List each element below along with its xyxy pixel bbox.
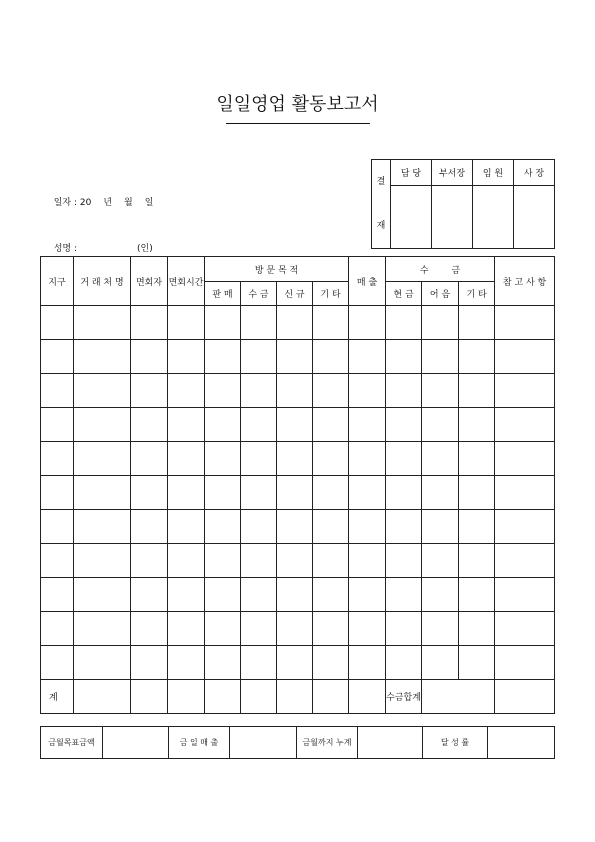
table-cell[interactable] bbox=[168, 374, 205, 408]
table-cell[interactable] bbox=[495, 306, 555, 340]
table-cell[interactable] bbox=[74, 612, 131, 646]
table-cell[interactable] bbox=[313, 374, 349, 408]
collection-total-label: 수금합계 bbox=[386, 680, 422, 714]
table-cell[interactable] bbox=[313, 544, 349, 578]
table-cell[interactable] bbox=[313, 306, 349, 340]
table-row bbox=[41, 306, 555, 340]
approval-sign-cell[interactable] bbox=[473, 185, 514, 248]
total-cell[interactable] bbox=[168, 680, 205, 714]
table-cell[interactable] bbox=[168, 442, 205, 476]
table-cell[interactable] bbox=[74, 476, 131, 510]
table-cell[interactable] bbox=[277, 612, 313, 646]
table-row bbox=[41, 646, 555, 680]
summary-label: 금 일 매 출 bbox=[169, 727, 230, 759]
table-cell[interactable] bbox=[277, 476, 313, 510]
table-cell[interactable] bbox=[313, 510, 349, 544]
table-cell[interactable] bbox=[386, 306, 422, 340]
table-cell[interactable] bbox=[277, 578, 313, 612]
table-cell[interactable] bbox=[241, 510, 277, 544]
header-client: 거 래 처 명 bbox=[74, 257, 131, 306]
table-cell[interactable] bbox=[277, 374, 313, 408]
approval-sign-cell[interactable] bbox=[432, 185, 473, 248]
table-cell[interactable] bbox=[41, 476, 74, 510]
table-cell[interactable] bbox=[74, 374, 131, 408]
table-cell[interactable] bbox=[495, 374, 555, 408]
table-cell[interactable] bbox=[241, 646, 277, 680]
approval-role: 임 원 bbox=[473, 160, 514, 186]
table-cell[interactable] bbox=[131, 510, 168, 544]
table-cell[interactable] bbox=[74, 442, 131, 476]
table-cell[interactable] bbox=[459, 544, 495, 578]
table-cell[interactable] bbox=[168, 578, 205, 612]
table-row bbox=[41, 340, 555, 374]
table-cell[interactable] bbox=[422, 612, 459, 646]
table-cell[interactable] bbox=[495, 578, 555, 612]
seal-label: (인) bbox=[137, 244, 153, 254]
total-cell[interactable] bbox=[313, 680, 349, 714]
activity-table bbox=[40, 256, 555, 714]
header-purpose-sub: 판 매 bbox=[205, 282, 241, 306]
header-purpose-sub: 기 타 bbox=[313, 282, 349, 306]
approval-role: 담 당 bbox=[391, 160, 432, 186]
header-remarks: 참 고 사 항 bbox=[495, 257, 555, 306]
collection-total-value[interactable] bbox=[422, 680, 495, 714]
table-cell[interactable] bbox=[131, 646, 168, 680]
table-cell[interactable] bbox=[277, 544, 313, 578]
header-collection-sub: 어 음 bbox=[422, 282, 459, 306]
table-cell[interactable] bbox=[495, 476, 555, 510]
table-row bbox=[41, 374, 555, 408]
table-cell[interactable] bbox=[386, 612, 422, 646]
table-cell[interactable] bbox=[349, 476, 386, 510]
table-cell[interactable] bbox=[459, 442, 495, 476]
table-cell[interactable] bbox=[74, 646, 131, 680]
summary-label: 달 성 률 bbox=[423, 727, 488, 759]
table-cell[interactable] bbox=[422, 578, 459, 612]
approval-table bbox=[371, 159, 555, 249]
summary-label: 금월까지 누계 bbox=[297, 727, 358, 759]
total-cell[interactable] bbox=[205, 680, 241, 714]
table-cell[interactable] bbox=[131, 612, 168, 646]
table-cell[interactable] bbox=[386, 510, 422, 544]
table-cell[interactable] bbox=[205, 442, 241, 476]
total-cell[interactable] bbox=[349, 680, 386, 714]
table-cell[interactable] bbox=[41, 340, 74, 374]
table-cell[interactable] bbox=[168, 306, 205, 340]
day-label: 일 bbox=[144, 198, 154, 208]
table-cell[interactable] bbox=[74, 578, 131, 612]
table-cell[interactable] bbox=[131, 578, 168, 612]
table-cell[interactable] bbox=[41, 646, 74, 680]
table-cell[interactable] bbox=[205, 510, 241, 544]
header-collection-sub: 현 금 bbox=[386, 282, 422, 306]
table-cell[interactable] bbox=[74, 306, 131, 340]
total-cell[interactable] bbox=[277, 680, 313, 714]
summary-value[interactable] bbox=[103, 727, 169, 759]
summary-value[interactable] bbox=[230, 727, 297, 759]
approval-side-label bbox=[372, 160, 391, 249]
table-cell[interactable] bbox=[459, 612, 495, 646]
table-cell[interactable] bbox=[41, 612, 74, 646]
table-cell[interactable] bbox=[459, 340, 495, 374]
date-line bbox=[48, 185, 153, 208]
header-purpose: 방 문 목 적 bbox=[205, 257, 349, 282]
table-cell[interactable] bbox=[277, 340, 313, 374]
total-cell[interactable] bbox=[131, 680, 168, 714]
table-cell[interactable] bbox=[349, 612, 386, 646]
table-cell[interactable] bbox=[205, 306, 241, 340]
table-cell[interactable] bbox=[349, 510, 386, 544]
table-cell[interactable] bbox=[168, 340, 205, 374]
table-cell[interactable] bbox=[422, 544, 459, 578]
table-cell[interactable] bbox=[422, 442, 459, 476]
table-cell[interactable] bbox=[386, 408, 422, 442]
table-cell[interactable] bbox=[349, 442, 386, 476]
header-sales: 매 출 bbox=[349, 257, 386, 306]
table-cell[interactable] bbox=[205, 578, 241, 612]
table-cell[interactable] bbox=[459, 306, 495, 340]
table-cell[interactable] bbox=[459, 408, 495, 442]
table-cell[interactable] bbox=[422, 340, 459, 374]
table-cell[interactable] bbox=[313, 408, 349, 442]
table-cell[interactable] bbox=[422, 306, 459, 340]
table-cell[interactable] bbox=[205, 646, 241, 680]
table-cell[interactable] bbox=[241, 306, 277, 340]
table-row bbox=[41, 612, 555, 646]
table-cell[interactable] bbox=[205, 612, 241, 646]
table-cell[interactable] bbox=[131, 408, 168, 442]
table-cell[interactable] bbox=[422, 510, 459, 544]
approval-side-top: 결 bbox=[376, 177, 386, 187]
month-label: 월 bbox=[124, 198, 133, 208]
table-cell[interactable] bbox=[205, 476, 241, 510]
table-cell[interactable] bbox=[349, 646, 386, 680]
table-cell[interactable] bbox=[277, 510, 313, 544]
header-collection: 수 금 bbox=[386, 257, 495, 282]
total-cell[interactable] bbox=[74, 680, 131, 714]
table-cell[interactable] bbox=[241, 612, 277, 646]
table-cell[interactable] bbox=[168, 476, 205, 510]
table-row bbox=[41, 544, 555, 578]
approval-sign-cell[interactable] bbox=[514, 185, 555, 248]
table-cell[interactable] bbox=[313, 612, 349, 646]
table-cell[interactable] bbox=[168, 510, 205, 544]
table-cell[interactable] bbox=[241, 476, 277, 510]
table-row bbox=[41, 476, 555, 510]
header-purpose-sub: 신 규 bbox=[277, 282, 313, 306]
table-cell[interactable] bbox=[131, 476, 168, 510]
table-cell[interactable] bbox=[41, 510, 74, 544]
approval-role: 부서장 bbox=[432, 160, 473, 186]
table-cell[interactable] bbox=[495, 646, 555, 680]
table-cell[interactable] bbox=[131, 442, 168, 476]
summary-value[interactable] bbox=[488, 727, 555, 759]
table-cell[interactable] bbox=[168, 544, 205, 578]
table-cell[interactable] bbox=[74, 340, 131, 374]
table-cell[interactable] bbox=[386, 374, 422, 408]
table-row bbox=[41, 408, 555, 442]
table-cell[interactable] bbox=[459, 646, 495, 680]
table-cell[interactable] bbox=[205, 544, 241, 578]
table-cell[interactable] bbox=[205, 408, 241, 442]
table-cell[interactable] bbox=[41, 374, 74, 408]
total-label: 계 bbox=[41, 680, 74, 714]
table-cell[interactable] bbox=[277, 306, 313, 340]
header-purpose-sub: 수 금 bbox=[241, 282, 277, 306]
table-cell[interactable] bbox=[349, 544, 386, 578]
table-cell[interactable] bbox=[349, 306, 386, 340]
table-cell[interactable] bbox=[459, 476, 495, 510]
table-cell[interactable] bbox=[386, 646, 422, 680]
table-row bbox=[41, 578, 555, 612]
header-region: 지구 bbox=[41, 257, 74, 306]
table-cell[interactable] bbox=[131, 544, 168, 578]
table-cell[interactable] bbox=[168, 408, 205, 442]
table-cell[interactable] bbox=[386, 340, 422, 374]
table-cell[interactable] bbox=[241, 442, 277, 476]
table-cell[interactable] bbox=[241, 544, 277, 578]
table-cell[interactable] bbox=[495, 612, 555, 646]
total-cell[interactable] bbox=[241, 680, 277, 714]
approval-sign-cell[interactable] bbox=[391, 185, 432, 248]
table-cell[interactable] bbox=[386, 544, 422, 578]
table-cell[interactable] bbox=[495, 408, 555, 442]
table-cell[interactable] bbox=[277, 442, 313, 476]
table-cell[interactable] bbox=[422, 646, 459, 680]
table-cell[interactable] bbox=[41, 578, 74, 612]
table-cell[interactable] bbox=[495, 442, 555, 476]
table-cell[interactable] bbox=[277, 646, 313, 680]
title-underline bbox=[226, 123, 370, 124]
table-cell[interactable] bbox=[349, 578, 386, 612]
summary-value[interactable] bbox=[358, 727, 423, 759]
table-cell[interactable] bbox=[349, 374, 386, 408]
table-cell[interactable] bbox=[205, 374, 241, 408]
table-cell[interactable] bbox=[131, 340, 168, 374]
table-cell[interactable] bbox=[313, 646, 349, 680]
summary-label: 금월목표금액 bbox=[41, 727, 103, 759]
total-cell[interactable] bbox=[495, 680, 555, 714]
table-cell[interactable] bbox=[74, 544, 131, 578]
table-cell[interactable] bbox=[241, 340, 277, 374]
table-cell[interactable] bbox=[313, 340, 349, 374]
table-cell[interactable] bbox=[459, 374, 495, 408]
table-cell[interactable] bbox=[168, 612, 205, 646]
table-cell[interactable] bbox=[41, 544, 74, 578]
header-collection-sub: 기 타 bbox=[459, 282, 495, 306]
table-cell[interactable] bbox=[241, 578, 277, 612]
table-cell[interactable] bbox=[459, 578, 495, 612]
table-cell[interactable] bbox=[349, 340, 386, 374]
table-row bbox=[41, 510, 555, 544]
summary-table bbox=[40, 726, 555, 759]
table-cell[interactable] bbox=[313, 442, 349, 476]
table-cell[interactable] bbox=[422, 408, 459, 442]
table-cell[interactable] bbox=[131, 374, 168, 408]
table-cell[interactable] bbox=[41, 442, 74, 476]
table-cell[interactable] bbox=[277, 408, 313, 442]
table-cell[interactable] bbox=[386, 442, 422, 476]
page-title: 일일영업 활동보고서 bbox=[216, 94, 379, 115]
table-cell[interactable] bbox=[241, 408, 277, 442]
table-cell[interactable] bbox=[74, 408, 131, 442]
table-cell[interactable] bbox=[41, 306, 74, 340]
table-cell[interactable] bbox=[386, 578, 422, 612]
table-cell[interactable] bbox=[168, 646, 205, 680]
approval-role: 사 장 bbox=[514, 160, 555, 186]
header-time: 면회시간 bbox=[168, 257, 205, 306]
table-cell[interactable] bbox=[422, 374, 459, 408]
table-cell[interactable] bbox=[74, 510, 131, 544]
table-cell[interactable] bbox=[386, 476, 422, 510]
approval-side-bottom: 재 bbox=[376, 221, 386, 231]
table-cell[interactable] bbox=[349, 408, 386, 442]
name-line bbox=[48, 231, 153, 254]
table-cell[interactable] bbox=[41, 408, 74, 442]
table-cell[interactable] bbox=[313, 578, 349, 612]
table-cell[interactable] bbox=[495, 510, 555, 544]
table-cell[interactable] bbox=[495, 340, 555, 374]
table-cell[interactable] bbox=[205, 340, 241, 374]
table-cell[interactable] bbox=[459, 510, 495, 544]
table-cell[interactable] bbox=[495, 544, 555, 578]
year-label: 년 bbox=[103, 198, 113, 208]
date-label: 일자 : 20 bbox=[53, 198, 92, 208]
header-contact: 면회자 bbox=[131, 257, 168, 306]
table-cell[interactable] bbox=[313, 476, 349, 510]
table-row bbox=[41, 442, 555, 476]
table-cell[interactable] bbox=[422, 476, 459, 510]
name-label: 성명 : bbox=[53, 244, 78, 254]
table-cell[interactable] bbox=[241, 374, 277, 408]
table-cell[interactable] bbox=[131, 306, 168, 340]
